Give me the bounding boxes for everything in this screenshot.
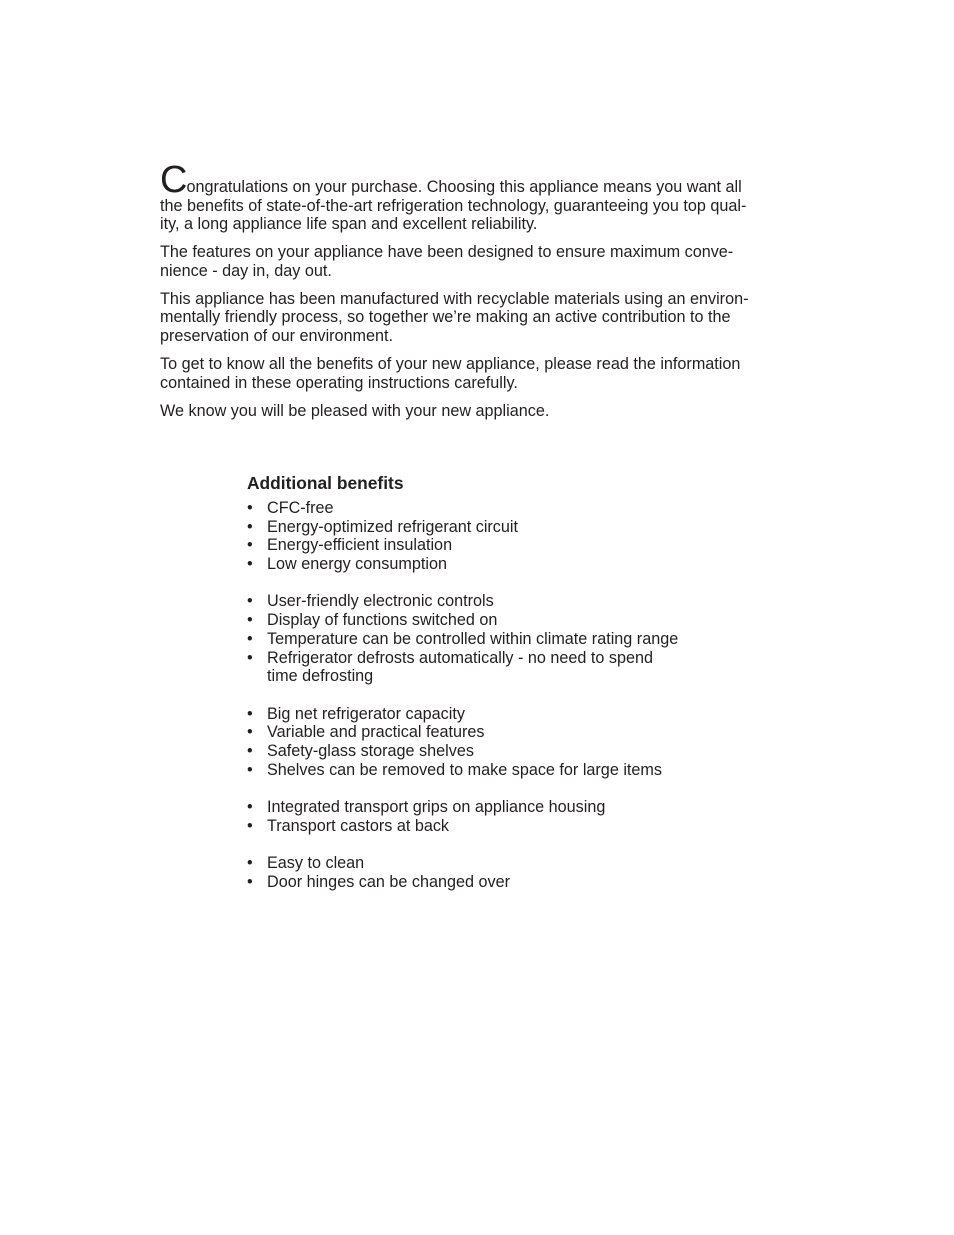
list-item-text: Energy-optimized refrigerant circuit [267,517,519,536]
list-item-text: Door hinges can be changed over [267,872,510,891]
list-item-text: Transport castors at back [267,816,450,835]
bullet-icon: • [247,760,253,779]
bullet-icon: • [247,741,253,760]
intro-paragraph-1-text: ongratulations on your purchase. Choosing this appliance means you want all [186,178,742,196]
list-item [247,611,767,630]
list-item [247,761,767,780]
intro-paragraph-3-line-2: mentally friendly process, so together we’re making an active contribution to the [160,308,731,327]
list-item-text: Big net refrigerator capacity [267,704,465,723]
list-item-text: Low energy consumption [267,555,447,574]
bullet-icon: • [247,797,253,816]
intro-paragraph-1 [160,159,780,234]
intro-paragraph-3-line-3: preservation of our environment. [160,326,394,345]
intro-paragraph-2 [160,243,780,280]
benefit-group [247,592,767,686]
benefit-group [247,705,767,780]
list-item [247,742,767,761]
additional-benefits-heading: Additional benefits [247,473,404,493]
bullet-icon: • [247,648,253,667]
bullet-icon: • [247,704,253,723]
list-item [247,817,767,836]
list-item [247,873,767,892]
benefit-group [247,854,767,891]
bullet-icon: • [247,853,253,872]
additional-benefits-section [247,472,767,910]
drop-cap: C [160,159,187,201]
bullet-icon: • [247,816,253,835]
list-item-text: Shelves can be removed to make space for large items [267,760,662,779]
list-item [247,630,767,649]
list-item [247,705,767,724]
list-item [247,499,767,518]
intro-paragraph-1-line-2: the benefits of state-of-the-art refrigeration technology, guaranteeing you top qual- [160,196,747,215]
intro-paragraph-4-line-2: contained in these operating instructions carefully. [160,373,518,392]
list-item-text: CFC-free [267,499,334,517]
list-item [247,592,767,611]
intro-paragraph-4 [160,355,780,392]
benefit-groups [247,499,767,891]
list-item [247,798,767,817]
list-item [247,536,767,555]
bullet-icon: • [247,723,253,742]
list-item [247,854,767,873]
bullet-icon: • [247,872,253,891]
bullet-icon: • [247,611,253,630]
list-item [247,649,767,686]
benefit-group [247,499,767,574]
intro-paragraph-2-line-1: The features on your appliance have been designed to ensure maximum conve- [160,243,734,262]
bullet-icon: • [247,555,253,574]
bullet-icon: • [247,499,253,517]
bullet-icon: • [247,536,253,555]
list-item-text: User-friendly electronic controls [267,592,494,611]
intro-paragraph-4-line-1: To get to know all the benefits of your new appliance, please read the information [160,354,741,373]
bullet-icon: • [247,592,253,611]
list-item-text: Variable and practical features [267,723,485,742]
list-item-text: Safety-glass storage shelves [267,741,474,760]
list-item-text: Refrigerator defrosts automatically - no need to spend time defrosting [267,648,654,686]
intro-paragraph-3-line-1: This appliance has been manufactured with recyclable materials using an environ- [160,289,749,308]
list-item-text: Temperature can be controlled within climate rating range [267,629,679,648]
intro-paragraph-3 [160,290,780,346]
bullet-icon: • [247,629,253,648]
list-item [247,518,767,537]
intro-paragraph-1-line-3: ity, a long appliance life span and excellent reliability. [160,215,538,234]
list-item [247,723,767,742]
intro-paragraph-5: We know you will be pleased with your new appliance. [160,401,550,420]
bullet-icon: • [247,517,253,536]
intro-paragraph-2-line-2: nience - day in, day out. [160,261,332,280]
list-item-text: Display of functions switched on [267,611,498,630]
list-item-text: Energy-efficient insulation [267,536,453,555]
benefit-group [247,798,767,835]
list-item-text: Easy to clean [267,853,365,872]
list-item [247,555,767,574]
introduction [160,159,780,429]
list-item-text: Integrated transport grips on appliance housing [267,797,606,816]
